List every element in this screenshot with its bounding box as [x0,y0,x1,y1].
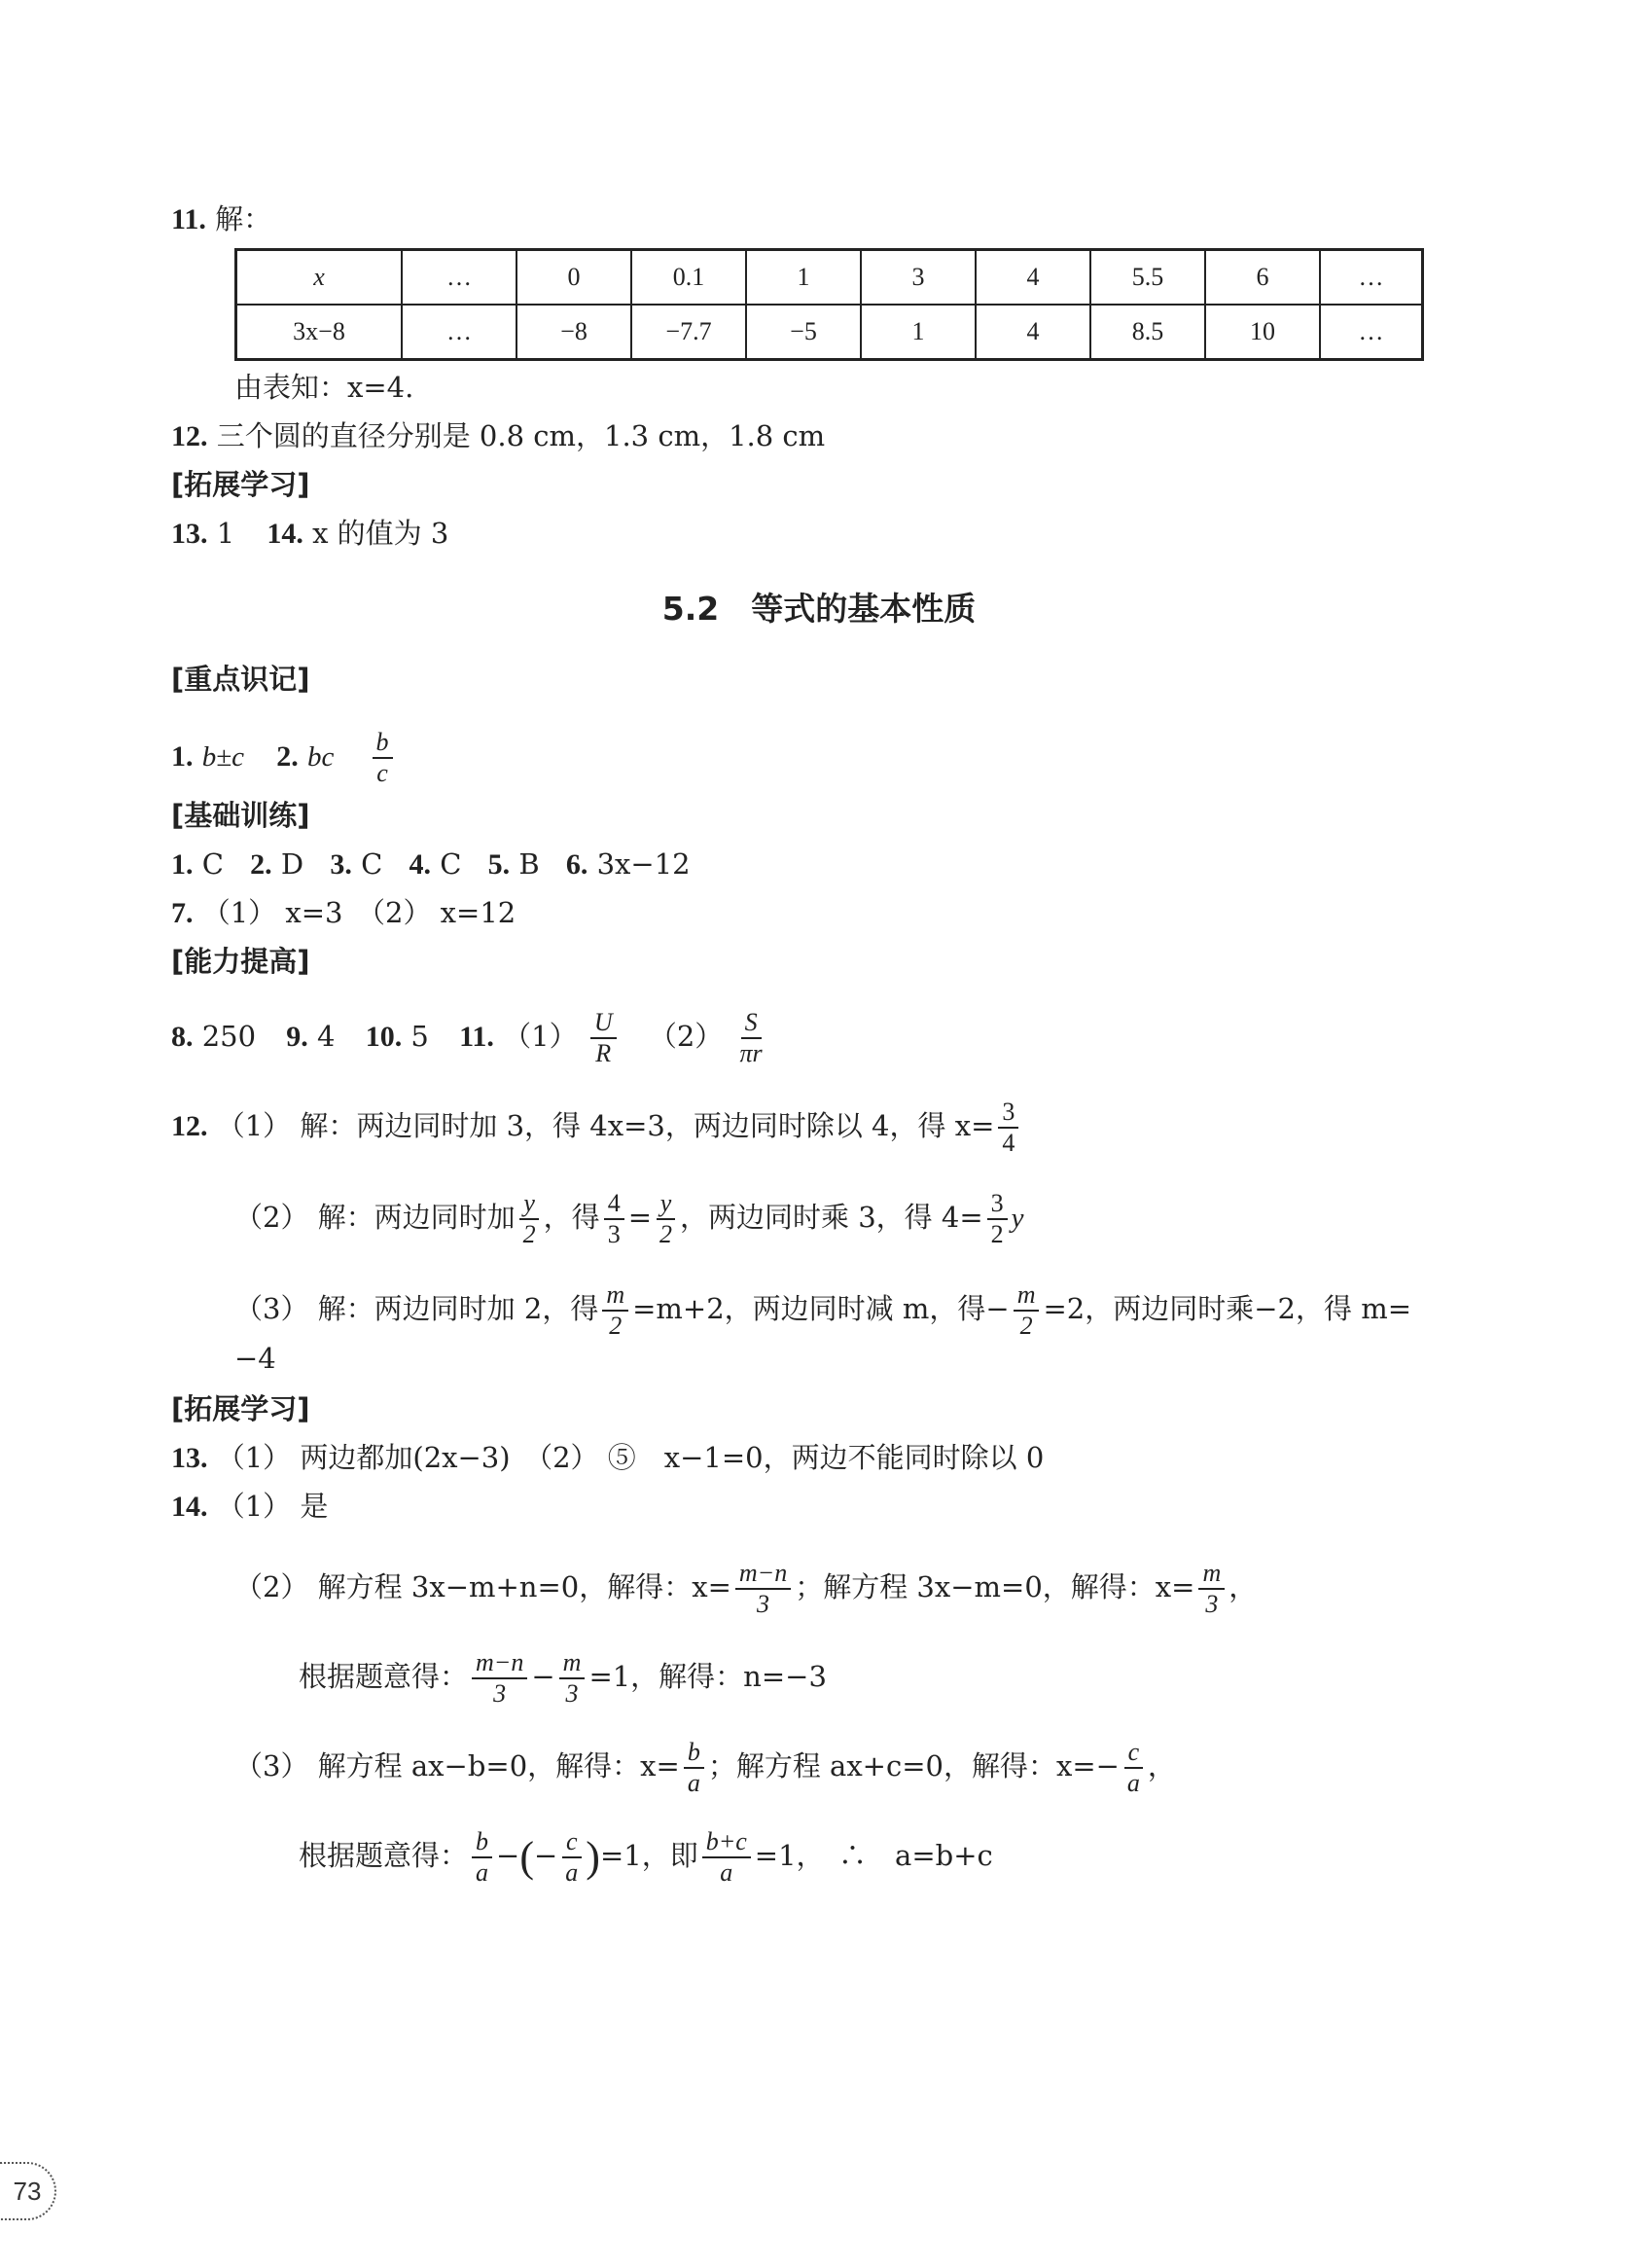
text: − [533,1839,558,1872]
section-key-points: [重点识记] [171,663,310,696]
fraction: $\frac{c}{a}$ [561,1827,582,1888]
ability-part: （2） [648,1020,724,1053]
q12-text: 三个圆的直径分别是 0.8 cm，1.3 cm，1.8 cm [216,419,826,452]
table-cell: 8.5 [1090,305,1205,360]
table-cell: −5 [746,305,861,360]
q13-q14-answers [171,514,448,554]
basic-number: 3. [330,848,352,881]
text: （2） 解方程 3x−m+n=0，解得：x= [234,1570,731,1603]
basic-answer: D [280,847,304,881]
fraction: $\frac{U}{R}$ [590,1008,617,1068]
q12-part3-continued: −4 [234,1342,276,1375]
text: ， [1228,1570,1258,1603]
text: ，得 [543,1201,600,1234]
fraction: $\frac{m}{2}$ [602,1280,628,1341]
q13b-text: （1） 两边都加(2x−3) （2） ⑤ x−1=0，两边不能同时除以 0 [216,1441,1045,1474]
basic-q7-number: 7. [171,897,194,929]
basic-number: 2. [250,848,272,881]
basic-number: 6. [565,848,588,881]
table-cell: 10 [1205,305,1320,360]
table-cell: 3 [861,250,976,306]
table-cell: 4 [976,250,1090,306]
fraction: $\frac{y}{2}$ [656,1189,676,1249]
fraction: $\frac{c}{a}$ [1123,1738,1144,1798]
q14b-part3-result [299,1827,993,1888]
q12-part1 [171,1098,1022,1158]
fraction: $\frac{b}{a}$ [472,1827,492,1888]
section-extended-learning-1: [拓展学习] [171,468,310,501]
q12b-number: 12. [171,1110,208,1142]
key-answers [171,728,397,788]
table-cell: 0 [516,250,631,306]
q14-number: 14. [267,518,303,550]
table-cell: 1 [746,250,861,306]
q13-answer: 1 [216,517,235,550]
text: 根据题意得： [299,1839,469,1872]
q11-number: 11. [171,203,206,235]
table-cell: … [1320,250,1423,306]
value-table [234,248,1424,361]
ability-answer: 4 [317,1020,336,1053]
fraction: $\frac{4}{3}$ [604,1189,624,1249]
page-number: 73 [0,2162,56,2220]
text: − [531,1660,555,1693]
text: =2，两边同时乘−2，得 m= [1043,1292,1411,1325]
text: ，两边同时乘 3，得 4= [680,1201,983,1234]
table-row-x [236,250,1423,306]
basic-answer: 3x−12 [596,847,691,881]
text: =1，解得：n=−3 [588,1660,827,1693]
basic-number: 4. [409,848,431,881]
q11-conclusion: 由表知：x=4. [234,371,414,404]
ability-answers [171,1008,770,1068]
table-cell: −8 [516,305,631,360]
table-cell: 0.1 [631,250,746,306]
text: （3） 解方程 ax−b=0，解得：x= [234,1749,680,1782]
ability-answer: 250 [201,1020,257,1053]
text: y [1011,1203,1024,1234]
section-ability-improvement: [能力提高] [171,945,310,978]
text: = [627,1201,652,1234]
table-cell: 3x−8 [236,305,403,360]
table-cell: 4 [976,305,1090,360]
fraction: $\frac{m}{3}$ [1198,1559,1225,1619]
q12-number: 12. [171,420,208,452]
basic-answer: C [440,847,462,881]
fraction: $\frac{y}{2}$ [519,1189,540,1249]
table-cell: 6 [1205,250,1320,306]
key-q2-answer: bc [306,741,335,773]
table-cell: 1 [861,305,976,360]
q12-part3 [234,1280,1411,1341]
section-basic-training: [基础训练] [171,799,310,832]
section-extended-learning-2: [拓展学习] [171,1392,310,1425]
fraction: $\frac{3}{4}$ [998,1098,1018,1158]
text: =1， ∴ a=b+c [754,1839,993,1872]
text: （3） 解：两边同时加 2，得 [234,1292,599,1325]
ability-part: （1） [503,1020,578,1053]
table-cell: 5.5 [1090,250,1205,306]
q14b-part2-result [299,1648,827,1709]
text: ；解方程 3x−m=0，解得：x= [795,1570,1195,1603]
basic-answers-1-6 [171,845,691,884]
text: ；解方程 ax+c=0，解得：x=− [707,1749,1120,1782]
basic-answer-7 [171,893,516,933]
text: − [496,1839,520,1872]
q14-answer: x 的值为 3 [312,517,449,550]
section-title: 5.2 等式的基本性质 [661,590,977,628]
table-cell: … [402,250,516,306]
q13b-number: 13. [171,1442,208,1474]
q14b-part1-text: （1） 是 [216,1490,329,1523]
table-cell: … [402,305,516,360]
q12-part2 [234,1189,1024,1249]
basic-answer: C [201,847,224,881]
table-row-3x-8 [236,305,1423,360]
q12-answer [171,416,825,456]
text: （2） 解：两边同时加 [234,1201,516,1234]
ability-answer: 5 [410,1020,429,1053]
fraction: $\frac{m}{2}$ [1014,1280,1040,1341]
q14b-part2 [234,1559,1257,1619]
fraction: $\frac{m-n}{3}$ [735,1559,791,1619]
q11-heading [171,199,271,239]
fraction: $\frac{3}{2}$ [987,1189,1008,1249]
table-cell: x [236,250,403,306]
text: ( [519,1833,534,1881]
key-q1-answer: b±c [201,741,245,773]
text: ) [586,1833,600,1881]
ability-number: 8. [171,1021,194,1053]
basic-answer: B [518,847,540,881]
fraction: $\frac{b+c}{a}$ [702,1827,751,1888]
text: 根据题意得： [299,1660,469,1693]
basic-answer: C [361,847,383,881]
text: （1） 解：两边同时加 3，得 4x=3，两边同时除以 4，得 x= [216,1109,995,1142]
ability-number: 9. [286,1021,308,1053]
table-cell: … [1320,305,1423,360]
q14b-number: 14. [171,1491,208,1523]
fraction: $\frac{m}{3}$ [559,1648,586,1709]
basic-number: 5. [487,848,511,881]
q11-label: 解： [215,202,272,235]
key-q1-number: 1. [171,740,194,773]
q14b-part3 [234,1738,1176,1798]
table-cell: −7.7 [631,305,746,360]
ability-number: 11. [459,1021,494,1053]
fraction: $\frac{b}{c}$ [373,728,393,788]
q13b-answer [171,1438,1044,1478]
key-q2-number: 2. [276,740,299,773]
basic-number: 1. [171,848,194,881]
fraction: $\frac{S}{\pi r}$ [739,1008,763,1067]
text: =1，即 [599,1839,698,1872]
q13-number: 13. [171,518,208,550]
fraction: $\frac{m-n}{3}$ [472,1648,527,1709]
text: =m+2，两边同时减 m，得− [632,1292,1010,1325]
basic-q7-answer: （1） x=3 （2） x=12 [201,896,516,929]
fraction: $\frac{b}{a}$ [684,1738,704,1798]
q14b-part1 [171,1487,328,1527]
text: ， [1147,1749,1176,1782]
ability-number: 10. [365,1021,403,1053]
